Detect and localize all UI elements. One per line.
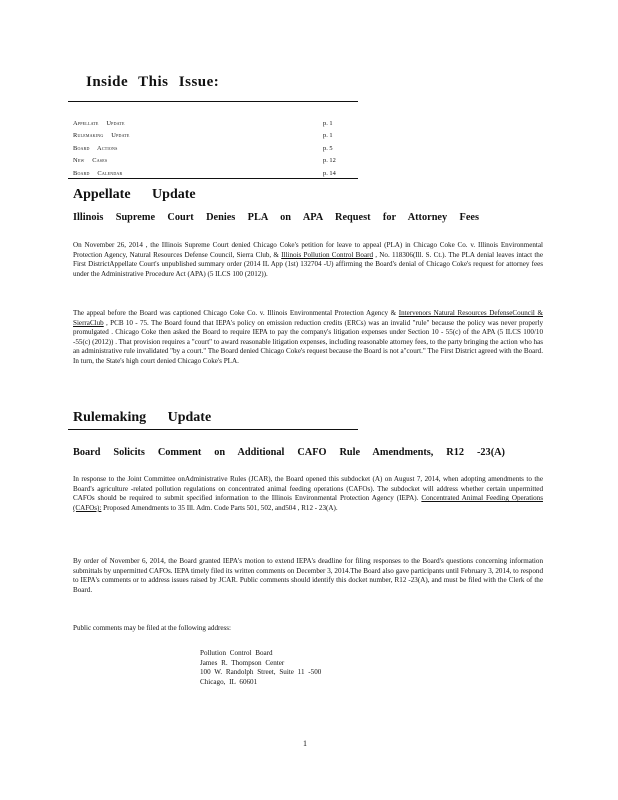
appellate-paragraph-1: On November 26, 2014 , the Illinois Supreme Court denied Chicago Coke's petition for leave to appeal (PLA) in Chicago Coke Co. v. Illinois Environmental Protection Agency, Natural Resources Defense Council, Sierra Club, & Illinois Pollution Control Board , No. 118306(Ill. S. Ct.). The PLA denial leaves intact the First DistrictAppellate Court's unpublished summary order (2014 IL App (1st) 132704 -U) affirming the Board's denial of Chicago Coke's request for attorney fees under the Administrative Procedure Act (APA) (5 ILCS 100 (2012)). [73,241,544,278]
rulemaking-paragraph-2: By order of November 6, 2014, the Board granted IEPA's motion to extend IEPA's deadline for filing responses to the Board's questions concerning information submittals by unpermitted CAFOs. IEPA timely filed its written comments on December 3, 2014.The Board also gave participants until February 3, 2014, to respond to IEPA's comments or to address issues raised by JCAR. Public comments should identify this docket number, R12 -23(A), and must be filed with the Clerk of the Board. [73,557,543,594]
toc-bottom-rule [68,178,358,179]
toc-item-page: p. 1 [323,132,333,140]
toc-item-page: p. 5 [323,144,333,152]
appellate-subheading: Illinois Supreme Court Denies PLA on APA Request for Attorney Fees [73,212,479,223]
address-line: Pollution Control Board [200,649,273,657]
toc-item[interactable] [73,143,345,155]
appellate-heading: Appellate Update [73,187,196,202]
appellate-paragraph-2: The appeal before the Board was captioned Chicago Coke Co. v. Illinois Environmental Protection Agency & Intervenors Natural Resources DefenseCouncil & SierraClub , PCB 10 - 75. The Board found that IEPA's policy on emission reduction credits (ERCs) was an invalid "rule" because the policy was never properly promulgated . Chicago Coke then asked the Board to require IEPA to pay the company's litigation expenses under Section 10 - 55(c) of the APA (5 ILCS 100/10 -55(c) (2012)) . That provision requires a "court" to award reasonable litigation expenses, including reasonable attorney fees, to the party bringing the action who has an administrative rule invalidated "by a court." The Board denied Chicago Coke's request because the Board is not a"court." The First District agreed with the Board. In turn, the State's high court denied Chicago Coke's PLA. [73,309,543,365]
toc-item[interactable] [73,118,345,130]
rulemaking-subheading: Board Solicits Comment on Additional CAFO Rule Amendments, R12 -23(A) [73,447,505,458]
rulemaking-rule [68,429,358,430]
rulemaking-paragraph-3: Public comments may be filed at the following address: [73,624,231,632]
toc-title: Inside This Issue: [86,74,220,90]
toc-title-rule [68,101,358,102]
toc-item-name: Appellate Update [73,120,125,127]
mailing-address [200,649,321,688]
toc-item-page: p. 1 [323,120,333,127]
address-line: James R. Thompson Center [200,658,285,667]
address-line: Chicago, IL 60601 [200,678,258,687]
toc-item-page: p. 12 [323,157,336,165]
toc-item-name: New Cases [73,157,108,165]
toc-item-name: Rulemaking Update [73,132,130,140]
toc-item[interactable] [73,130,345,142]
toc-item-name: Board Actions [73,144,118,152]
toc-item-name: Board Calendar [73,169,123,177]
toc-item-page: p. 14 [323,169,336,177]
address-line: 100 W. Randolph Street, Suite 11 -500 [200,668,322,677]
page-number: 1 [303,739,307,748]
rulemaking-paragraph-1: In response to the Joint Committee onAdministrative Rules (JCAR), the Board opened this subdocket (A) on August 7, 2014, when adopting amendments to the Board's agriculture -related pollution regulations on concentrated animal feeding operations (CAFOs). The subdocket will address whether certain unpermitted CAFOs should be required to submit specified information to the Illinois Environmental Protection Agency (IEPA). Concentrated Animal Feeding Operations (CAFOs): Proposed Amendments to 35 Ill. Adm. Code Parts 501, 502, and504 , R12 - 23(A). [73,475,543,512]
table-of-contents [73,118,345,180]
toc-item[interactable] [73,155,345,167]
rulemaking-heading: Rulemaking Update [73,410,212,425]
